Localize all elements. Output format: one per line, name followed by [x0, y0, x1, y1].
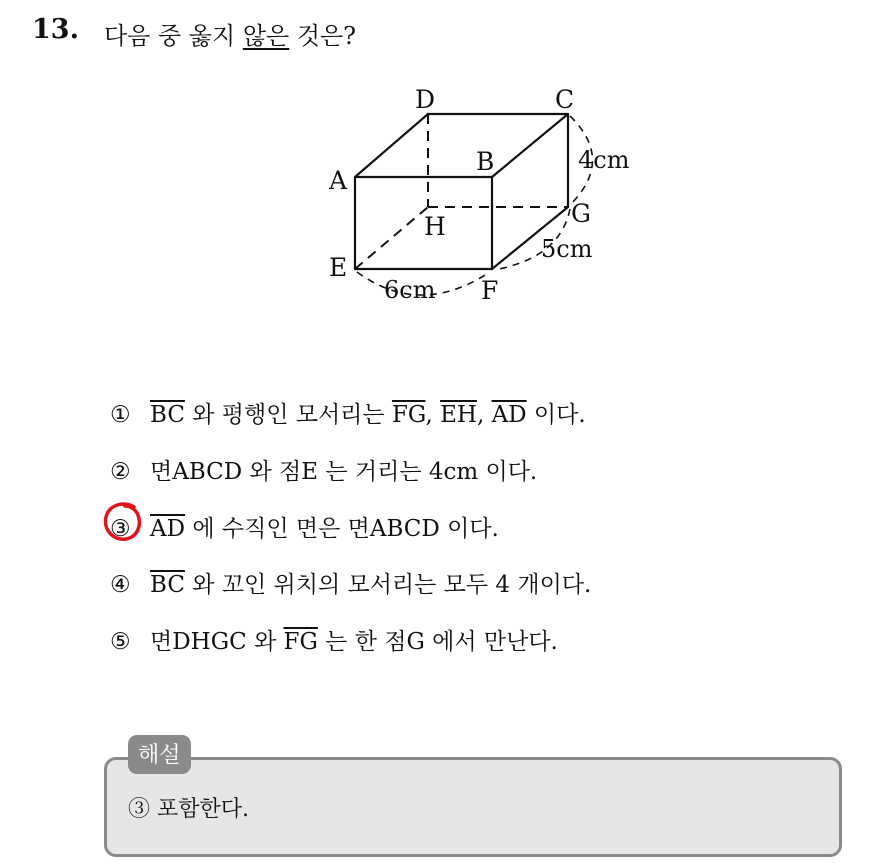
- edge-BC: [492, 114, 568, 177]
- hidden-edge-EH: [355, 207, 428, 269]
- choice-text: 는 한 점G 에서 만난다.: [317, 629, 558, 655]
- choice-text: 와 꼬인 위치의 모서리는 모두 4 개이다.: [184, 572, 592, 598]
- answer-circle-mark: [101, 500, 145, 544]
- choice-text: 면DHGC 와: [150, 629, 284, 655]
- choice-text: ,: [476, 402, 492, 428]
- edge-AD: [355, 114, 428, 177]
- choice-number: ③: [110, 516, 131, 542]
- stem-after: 것은?: [289, 22, 357, 50]
- vertex-label-E: E: [329, 253, 348, 282]
- dimension-label-depth: 5cm: [541, 235, 593, 263]
- choice-number: ①: [110, 402, 131, 428]
- dimension-label-width: 6cm: [384, 276, 436, 304]
- choice-text: ,: [425, 402, 441, 428]
- vertex-label-F: F: [481, 276, 499, 305]
- vertex-label-B: B: [476, 147, 495, 176]
- stem-underlined: 않은: [242, 22, 290, 50]
- choice-2[interactable]: [110, 453, 537, 486]
- segment-eh: $\overline{EH}$: [440, 402, 477, 428]
- question-number: 13.: [32, 14, 79, 45]
- vertex-label-G: G: [571, 199, 591, 228]
- choice-number: ②: [110, 459, 131, 485]
- choice-number: ④: [110, 572, 131, 598]
- choice-text: 에 수직인 면은 면ABCD 이다.: [185, 516, 499, 542]
- choice-3[interactable]: [110, 510, 499, 543]
- segment-ad: $\overline{AD}$: [491, 402, 527, 428]
- choice-1[interactable]: [110, 396, 586, 429]
- choice-text: 이다.: [526, 402, 586, 428]
- dimension-label-height: 4cm: [578, 146, 630, 174]
- segment-bc: $\overline{BC}$: [150, 572, 185, 598]
- stem-before: 다음 중 옳지: [104, 22, 243, 50]
- choice-4[interactable]: [110, 566, 591, 599]
- segment-ad: $\overline{AD}$: [150, 516, 186, 542]
- vertex-label-A: A: [329, 166, 348, 195]
- segment-fg: $\overline{FG}$: [391, 402, 426, 428]
- choice-5[interactable]: [110, 623, 558, 656]
- choice-number: ⑤: [110, 629, 131, 655]
- segment-fg: $\overline{FG}$: [283, 629, 318, 655]
- vertex-label-C: C: [555, 85, 575, 114]
- segment-bc: $\overline{BC}$: [150, 402, 185, 428]
- vertex-label-H: H: [424, 212, 446, 241]
- choice-text: 면ABCD 와 점E 는 거리는 4cm 이다.: [150, 459, 538, 485]
- choice-text: 와 평행인 모서리는: [184, 402, 392, 428]
- explanation-tag: 해설: [128, 735, 191, 774]
- vertex-label-D: D: [415, 85, 436, 114]
- explanation-text: ③ 포함한다.: [128, 797, 249, 822]
